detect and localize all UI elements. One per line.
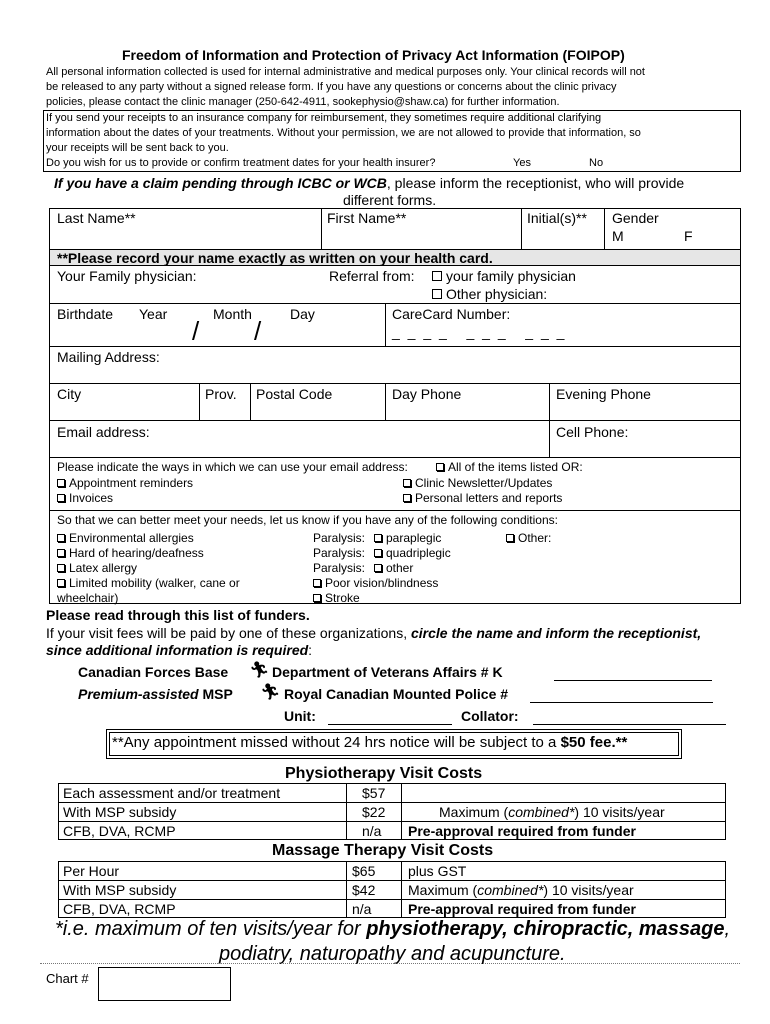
referral-family-physician-option[interactable]: your family physician [432,268,576,284]
funder-rcmp[interactable]: Royal Canadian Mounted Police # [284,686,509,702]
checkbox-icon[interactable] [57,479,65,487]
missed-appointment-notice: **Any appointment missed without 24 hrs notice will be subject to a $50 fee.** [112,734,628,751]
massage-row-label: CFB, DVA, RCMP [63,901,176,917]
condition-paralysis-other[interactable]: other [374,561,413,575]
checkbox-icon[interactable] [432,271,442,281]
paralysis-label-3: Paralysis: [313,561,366,575]
rcmp-unit-label: Unit: [284,708,316,724]
physio-row-label: With MSP subsidy [63,804,177,820]
date-slash-2: / [254,316,262,346]
claim-notice [54,175,684,191]
condition-poor-vision[interactable]: Poor vision/blindness [313,576,438,590]
record-name-note: **Please record your name exactly as written on your health card. [57,250,493,266]
insurer-no-option[interactable]: No [589,157,604,169]
physio-costs-title: Physiotherapy Visit Costs [285,765,483,782]
rcmp-collator-label: Collator: [461,708,519,724]
checkbox-icon[interactable] [57,579,65,587]
massage-row-label: With MSP subsidy [63,882,177,898]
claim-notice-rest: , please inform the receptionist, who will provide [386,175,685,191]
checkbox-icon[interactable] [57,549,65,557]
physio-row-price: $57 [362,785,386,801]
privacy-paragraph-line-3: policies, please contact the clinic manager (250-642-4911, sookephysio@shaw.ca) for further information. [46,96,560,108]
checkbox-icon[interactable] [432,289,442,299]
birth-year-field[interactable]: Year [139,306,168,322]
physio-row-price: $22 [362,804,386,820]
rcmp-unit-line [328,724,452,725]
chart-number-field[interactable] [98,967,231,1001]
conditions-intro: So that we can better meet your needs, let us know if you have any of the following conditions: [57,513,558,527]
funder-premium-msp: Premium-assisted MSP [78,686,233,702]
checkbox-icon[interactable] [403,494,411,502]
condition-other[interactable]: Other: [506,531,551,545]
carecard-number-field[interactable]: _ _ _ _ _ _ _ _ _ _ [392,324,567,340]
referral-from-label: Referral from: [329,268,415,284]
checkbox-icon[interactable] [313,579,321,587]
paralysis-label-1: Paralysis: [313,531,366,545]
physio-row-price: n/a [362,823,382,839]
combined-footnote: *i.e. maximum of ten visits/year for physiotherapy, chiropractic, massage, [55,918,731,940]
massage-row-price: n/a [352,901,372,917]
massage-row-label: Per Hour [63,863,120,879]
physio-row-label: Each assessment and/or treatment [63,785,281,801]
insurer-question: Do you wish for us to provide or confirm treatment dates for your health insurer? [46,157,436,169]
email-use-intro: Please indicate the ways in which we can use your email address: [57,460,408,474]
email-use-newsletter[interactable]: Clinic Newsletter/Updates [403,476,552,490]
checkbox-icon[interactable] [374,534,382,542]
funders-instructions-line-2: since additional information is required: [46,642,313,658]
email-use-appointment-reminders[interactable]: Appointment reminders [57,476,193,490]
evening-phone-field[interactable]: Evening Phone [556,386,651,402]
checkbox-icon[interactable] [374,549,382,557]
massage-costs-title: Massage Therapy Visit Costs [272,842,494,859]
checkbox-icon[interactable] [57,534,65,542]
condition-environmental-allergies[interactable]: Environmental allergies [57,531,194,545]
gender-label: Gender [612,210,659,226]
email-use-personal-letters[interactable]: Personal letters and reports [403,491,562,505]
checkbox-icon[interactable] [436,463,444,471]
insurer-paragraph-line-3: your receipts will be sent back to you. [46,142,229,154]
first-name-field[interactable]: First Name** [327,210,407,226]
condition-limited-mobility-cont: wheelchair) [57,591,119,605]
initials-field[interactable]: Initial(s)** [527,210,587,226]
date-slash-1: / [192,316,200,346]
email-use-invoices[interactable]: Invoices [57,491,113,505]
insurer-paragraph-line-1: If you send your receipts to an insurance company for reimbursement, they sometimes require additional clarifying [46,112,602,124]
condition-paraplegic[interactable]: paraplegic [374,531,441,545]
checkbox-icon[interactable] [374,564,382,572]
insurer-paragraph-line-2: information about the dates of your treatments. Without your permission, we are not allowed to provide that information, so [46,127,641,139]
condition-quadriplegic[interactable]: quadriplegic [374,546,451,560]
claim-notice-line-2: different forms. [343,192,437,208]
carecard-label: CareCard Number: [392,306,511,322]
condition-stroke[interactable]: Stroke [313,591,360,605]
funders-instructions-line-1: If your visit fees will be paid by one of these organizations, circle the name and inform the receptionist, [46,625,702,641]
email-address-field[interactable]: Email address: [57,424,150,440]
gender-f-option[interactable]: F [684,228,693,244]
physio-row-note: Maximum (combined*) 10 visits/year [439,804,665,820]
person-icon: 🏃︎ [249,662,270,679]
chart-number-label: Chart # [46,971,89,986]
birth-day-field[interactable]: Day [290,306,315,322]
mailing-address-field[interactable]: Mailing Address: [57,349,160,365]
privacy-paragraph-line-2: be released to any party without a signed release form. If you have any questions or concerns about the clinic privacy [46,81,617,93]
funders-heading: Please read through this list of funders. [46,607,310,623]
condition-hearing[interactable]: Hard of hearing/deafness [57,546,204,560]
referral-other-physician-option[interactable]: Other physician: [432,286,547,302]
last-name-field[interactable]: Last Name** [57,210,136,226]
page-title: Freedom of Information and Protection of Privacy Act Information (FOIPOP) [122,47,625,63]
person-icon: 🏃︎ [260,684,281,701]
condition-latex-allergy[interactable]: Latex allergy [57,561,137,575]
condition-limited-mobility[interactable]: Limited mobility (walker, cane or [57,576,240,590]
day-phone-field[interactable]: Day Phone [392,386,462,402]
physio-row-label: CFB, DVA, RCMP [63,823,176,839]
physio-row-note: Pre-approval required from funder [408,823,636,839]
massage-row-note: Pre-approval required from funder [408,901,636,917]
massage-row-price: $42 [352,882,376,898]
massage-row-note: Maximum (combined*) 10 visits/year [408,882,634,898]
paralysis-label-2: Paralysis: [313,546,366,560]
email-use-all-option[interactable]: All of the items listed OR: [436,460,583,474]
checkbox-icon[interactable] [313,594,321,602]
funder-dva[interactable]: Department of Veterans Affairs # K [272,664,503,680]
checkbox-icon[interactable] [506,534,514,542]
checkbox-icon[interactable] [403,479,411,487]
dva-number-line [554,680,712,681]
claim-notice-bold: If you have a claim pending through ICBC or WCB [54,175,387,191]
rcmp-number-line [530,702,713,703]
massage-row-price: $65 [352,863,376,879]
postal-code-field[interactable]: Postal Code [256,386,333,402]
checkbox-icon[interactable] [57,564,65,572]
birth-month-field[interactable]: Month [213,306,252,322]
privacy-paragraph-line-1: All personal information collected is used for internal administrative and medical purposes only. Your clinical records will not [46,66,645,78]
combined-footnote-line-2: podiatry, naturopathy and acupuncture. [219,943,566,965]
funder-cfb[interactable]: Canadian Forces Base [78,664,229,680]
birthdate-label: Birthdate [57,306,114,322]
family-physician-field[interactable]: Your Family physician: [57,268,197,284]
massage-row-note: plus GST [408,863,467,879]
rcmp-collator-line [533,724,726,725]
cell-phone-field[interactable]: Cell Phone: [556,424,629,440]
divider [40,963,740,964]
gender-m-option[interactable]: M [612,228,624,244]
insurer-yes-option[interactable]: Yes [513,157,531,169]
province-field[interactable]: Prov. [205,386,237,402]
checkbox-icon[interactable] [57,494,65,502]
city-field[interactable]: City [57,386,82,402]
